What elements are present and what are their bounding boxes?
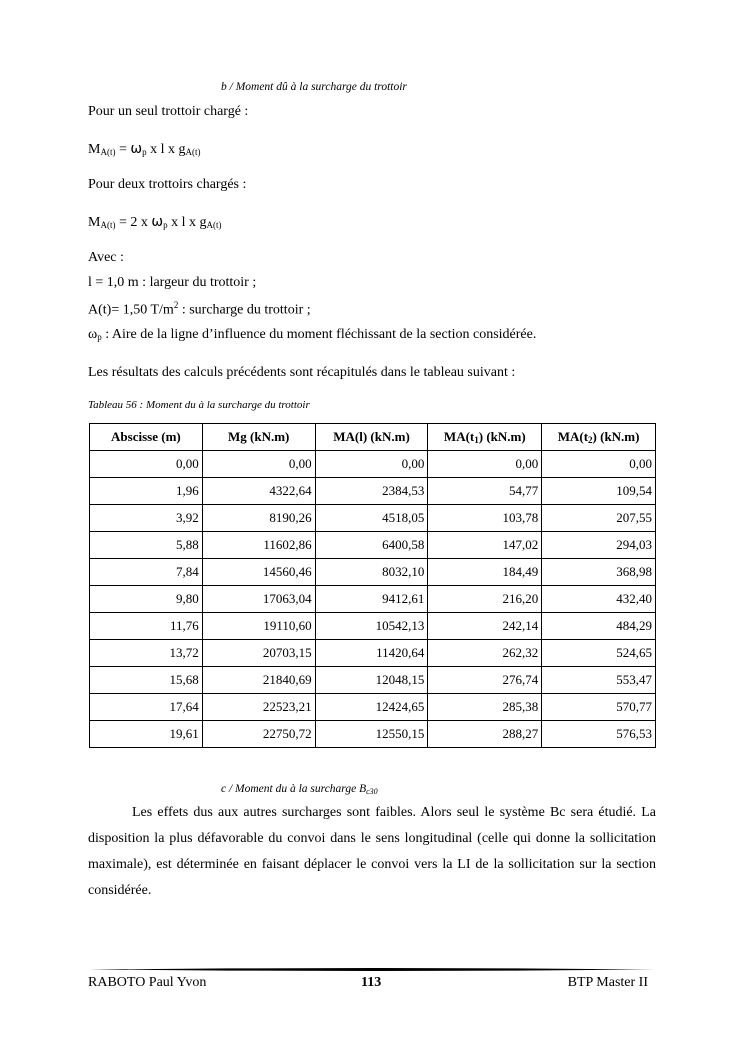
table-cell: 553,47: [542, 667, 656, 694]
table-cell: 0,00: [428, 451, 542, 478]
table-cell: 7,84: [90, 559, 203, 586]
section-heading-b: b / Moment dû à la surcharge du trottoir: [221, 81, 407, 93]
table-cell: 216,20: [428, 586, 542, 613]
table-cell: 22523,21: [202, 694, 315, 721]
table-cell: 368,98: [542, 559, 656, 586]
table-cell: 8190,26: [202, 505, 315, 532]
table-cell: 6400,58: [315, 532, 428, 559]
table-cell: 9412,61: [315, 586, 428, 613]
table-header-row: [90, 424, 656, 451]
table-cell: 19,61: [90, 721, 203, 748]
table-row: [90, 721, 656, 748]
table-row: [90, 586, 656, 613]
table-cell: 0,00: [315, 451, 428, 478]
col-header-mg: Mg (kN.m): [202, 424, 315, 451]
table-cell: 21840,69: [202, 667, 315, 694]
table-cell: 147,02: [428, 532, 542, 559]
table-row: [90, 559, 656, 586]
table-row: [90, 505, 656, 532]
summary-sentence: Les résultats des calculs précédents sont récapitulés dans le tableau suivant :: [88, 365, 516, 380]
table-cell: 54,77: [428, 478, 542, 505]
omega-symbol: ω: [151, 214, 164, 230]
col-header-mal: MA(l) (kN.m): [315, 424, 428, 451]
table-cell: 17,64: [90, 694, 203, 721]
table-cell: 294,03: [542, 532, 656, 559]
table-cell: 17063,04: [202, 586, 315, 613]
table-cell: 432,40: [542, 586, 656, 613]
table-cell: 207,55: [542, 505, 656, 532]
table-cell: 103,78: [428, 505, 542, 532]
table-cell: 4322,64: [202, 478, 315, 505]
closing-paragraph: Les effets dus aux autres surcharges sont faibles. Alors seul le système Bc sera étudié. La disposition la plus défavorable du convoi dans le sens longitudinal (celle qui donne la sollicitation maximale), est déterminée en faisant déplacer le convoi vers la LI de la sollicitation sur la section considérée.: [88, 805, 656, 898]
table-cell: 0,00: [542, 451, 656, 478]
table-cell: 276,74: [428, 667, 542, 694]
footer-page-number: 113: [361, 975, 382, 990]
table-cell: 5,88: [90, 532, 203, 559]
omega-definition: $\omega_p$ : Aire de la ligne d’influence du moment fléchissant de la section considérée.: [88, 327, 537, 342]
table-cell: 0,00: [90, 451, 203, 478]
formula-one-sidewalk: $M_{A(t)} = \omega_p$ x l x $g_{A(t)}$: [88, 141, 201, 157]
section-heading-c: c / Moment du à la surcharge Bc30: [221, 783, 378, 796]
footer-author: RABOTO Paul Yvon: [88, 975, 207, 990]
table-cell: 11602,86: [202, 532, 315, 559]
results-table: [89, 423, 656, 748]
table-cell: 12550,15: [315, 721, 428, 748]
table-cell: 576,53: [542, 721, 656, 748]
table-cell: 288,27: [428, 721, 542, 748]
table-cell: 184,49: [428, 559, 542, 586]
table-cell: 242,14: [428, 613, 542, 640]
table-cell: 19110,60: [202, 613, 315, 640]
table-cell: 262,32: [428, 640, 542, 667]
width-definition: l = 1,0 m : largeur du trottoir ;: [88, 275, 257, 290]
table-cell: 570,77: [542, 694, 656, 721]
table-row: [90, 640, 656, 667]
table-cell: 13,72: [90, 640, 203, 667]
table-body: [90, 451, 656, 748]
omega-symbol: ω: [130, 141, 143, 157]
table-cell: 15,68: [90, 667, 203, 694]
table-cell: 20703,15: [202, 640, 315, 667]
table-cell: 484,29: [542, 613, 656, 640]
table-cell: 285,38: [428, 694, 542, 721]
table-caption: Tableau 56 : Moment du à la surcharge du trottoir: [88, 399, 310, 411]
one-sidewalk-intro: Pour un seul trottoir chargé :: [88, 104, 249, 119]
table-cell: 2384,53: [315, 478, 428, 505]
footer-divider: [88, 968, 656, 971]
table-row: [90, 694, 656, 721]
table-row: [90, 451, 656, 478]
table-cell: 10542,13: [315, 613, 428, 640]
table-row: [90, 532, 656, 559]
omega-symbol: ω: [88, 327, 98, 342]
table-cell: 1,96: [90, 478, 203, 505]
footer-program: BTP Master II: [567, 975, 648, 990]
table-cell: 9,80: [90, 586, 203, 613]
formula-two-sidewalks: $M_{A(t)} = 2$ x $\omega_p$ x l x $g_{A(t)}$: [88, 214, 222, 230]
load-definition: A(t)= 1,50 $T/m^2$ : surcharge du trottoir ;: [88, 300, 311, 318]
table-cell: 109,54: [542, 478, 656, 505]
col-header-abscisse: Abscisse (m): [90, 424, 203, 451]
table-row: [90, 613, 656, 640]
col-header-mat2: $MA(t_2)$ (kN.m): [542, 424, 656, 451]
table-cell: 3,92: [90, 505, 203, 532]
table-cell: 0,00: [202, 451, 315, 478]
table-row: [90, 478, 656, 505]
table-cell: 524,65: [542, 640, 656, 667]
table-row: [90, 667, 656, 694]
table-cell: 8032,10: [315, 559, 428, 586]
table-cell: 12424,65: [315, 694, 428, 721]
table-cell: 11420,64: [315, 640, 428, 667]
table-cell: 11,76: [90, 613, 203, 640]
table-cell: 22750,72: [202, 721, 315, 748]
table-cell: 14560,46: [202, 559, 315, 586]
col-header-mat1: $MA(t_1)$ (kN.m): [428, 424, 542, 451]
table-cell: 4518,05: [315, 505, 428, 532]
table-cell: 12048,15: [315, 667, 428, 694]
avec-label: Avec :: [88, 250, 124, 265]
two-sidewalks-intro: Pour deux trottoirs chargés :: [88, 177, 247, 192]
